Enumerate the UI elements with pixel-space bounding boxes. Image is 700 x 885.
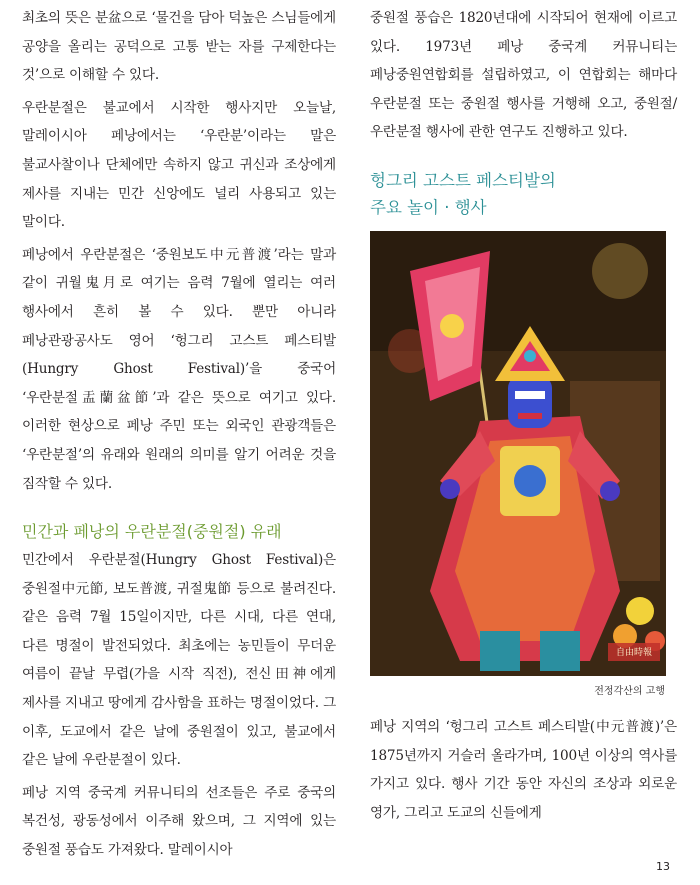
intro-paragraph-3: 페낭에서 우란분절은 ‘중원보도中元普渡’라는 말과 같이 귀월鬼月로 여기는 음력 7월에 열리는 여러 행사에서 흔히 볼 수 있다. 뿐만 아니라 페낭관광공사도 영어 ‘헝그리 고스트 페스티발(Hungry Ghost Festival)’을 중국어 ‘우란분절盂蘭盆節’과 같은 뜻으로 여기고 있다. 이러한 현상으로 페낭 주민 또는 외국인 관광객들은 ‘우란분절’의 유래와 원래의 의미를 알기 어려운 것을 짐작할 수 있다. — [22, 246, 336, 492]
section-heading-events-line1: 헝그리 고스트 페스티발의 — [370, 170, 556, 190]
left-column — [22, 4, 336, 869]
right-bottom-paragraph: 페낭 지역의 ‘헝그리 고스트 페스티발(中元普渡)’은 1875년까지 거슬러 올라가며, 100년 이상의 역사를 가지고 있다. 행사 기간 동안 자신의 조상과 외로운 영가, 그리고 도교의 신들에게 — [370, 718, 677, 821]
photo-watermark: 自由時報 — [615, 647, 652, 658]
intro-paragraph-2: 우란분절은 불교에서 시작한 행사지만 오늘날, 말레이시아 페낭에서는 ‘우란분’이라는 말은 불교사찰이나 단체에만 속하지 않고 귀신과 조상에게 제사를 지내는 민간 신앙에도 널리 사용되고 있는 말이다. — [22, 99, 336, 231]
photo-caption: 전정각산의 고행 — [594, 685, 665, 697]
origin-paragraph-1: 민간에서 우란분절(Hungry Ghost Festival)은 중원절中元節, 보도普渡, 귀절鬼節 등으로 불려진다. 같은 음력 7월 15일이지만, 다른 시대, 다른 연대, 다른 명절이 발전되었다. 최초에는 농민들이 무더운 여름이 끝날 무렵(가을 시작 직전), 전신田神에게 제사를 지내고 땅에게 감사함을 표하는 명절이었다. 그 이후, 도교에서 같은 날에 중원절이 있고, 불교에서 같은 날에 우란분절이 있다. — [22, 552, 336, 769]
intro-paragraph-1: 최초의 뜻은 분盆으로 ‘물건을 담아 덕높은 스님들에게 공양을 올리는 공덕으로 고통 받는 자를 구제한다는 것’으로 이해할 수 있다. — [22, 10, 336, 84]
origin-paragraph-2: 페낭 지역 중국계 커뮤니티의 선조들은 주로 중국의 복건성, 광동성에서 이주해 왔으며, 그 지역에 있는 중원절 풍습도 가져왔다. 말레이시아 — [22, 784, 336, 859]
section-heading-origin: 민간과 페낭의 우란분절(중원절) 유래 — [22, 522, 282, 542]
right-top-paragraph: 중원절 풍습은 1820년대에 시작되어 현재에 이르고 있다. 1973년 페낭 중국계 커뮤니티는 페낭중원연합회를 설립하였고, 이 연합회는 해마다 우란분절 또는 중원절 행사를 거행해 오고, 중원절/우란분절 행사에 관한 연구도 진행하고 있다. — [370, 10, 677, 141]
deity-statue-illustration — [370, 231, 666, 676]
right-column — [370, 4, 677, 831]
festival-deity-photo — [370, 231, 666, 676]
section-heading-events-line2: 주요 놀이 · 행사 — [370, 197, 487, 217]
section-heading-events — [370, 167, 677, 221]
page-number: 13 — [656, 860, 670, 873]
